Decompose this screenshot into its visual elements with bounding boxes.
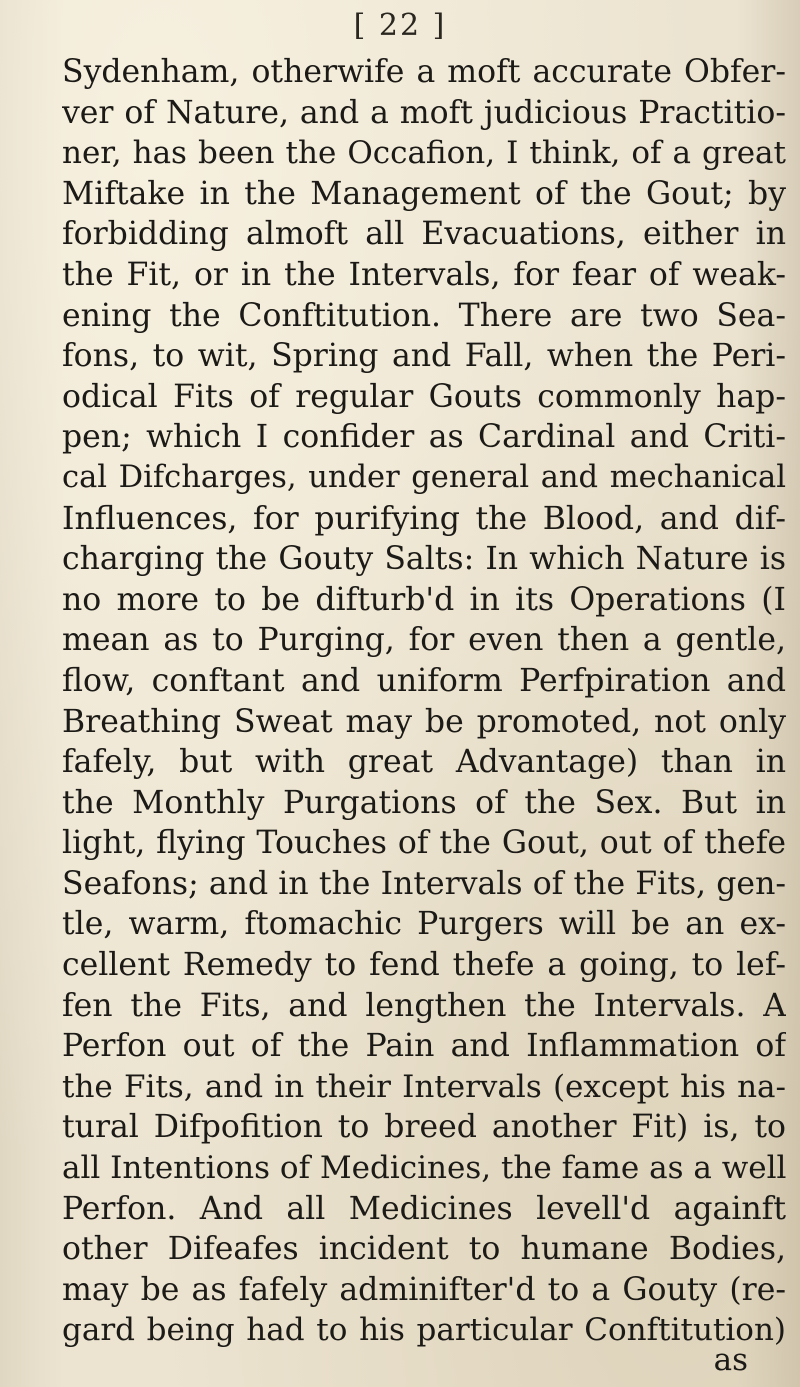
text-line: no more to be difturb'd in its Operations (I [62,581,786,618]
text-line: cal Difcharges, under general and mechanical [62,459,786,495]
text-line: other Difeafes incident to humane Bodies, [62,1231,786,1268]
body-text [62,52,786,1351]
text-line: fen the Fits, and lengthen the Intervals. A [62,987,786,1024]
text-line: light, flying Touches of the Gout, out of thefe [62,825,786,862]
text-line: Breathing Sweat may be promoted, not only [62,703,786,740]
text-line: ner, has been the Occafion, I think, of a great [62,135,786,172]
page-number: [ 22 ] [353,8,447,43]
text-line: pen; which I confider as Cardinal and Criti- [62,419,786,456]
text-line: ening the Conftitution. There are two Sea- [62,297,786,334]
text-line: Miftake in the Management of the Gout; by [62,175,786,212]
text-line: all Intentions of Medicines, the fame as a well [62,1150,786,1187]
catchword: as [713,1342,748,1378]
text-line: cellent Remedy to fend thefe a going, to lef- [62,947,786,984]
text-line: Influences, for purifying the Blood, and dif- [62,500,786,537]
text-line: Perfon out of the Pain and Inflammation of [62,1028,786,1065]
text-line: ver of Nature, and a moft judicious Practitio- [62,94,786,131]
text-line: gard being had to his particular Conftitution) [62,1312,786,1349]
text-line: the Monthly Purgations of the Sex. But in [62,784,786,821]
text-line: Perfon. And all Medicines levell'd againft [62,1190,786,1227]
text-line: may be as fafely adminifter'd to a Gouty (re- [62,1271,786,1308]
text-line: the Fit, or in the Intervals, for fear of weak- [62,256,786,293]
text-line: Sydenham, otherwife a moft accurate Obfer- [62,54,786,90]
text-line: Seafons; and in the Intervals of the Fits, gen- [62,865,786,902]
text-line: forbidding almoft all Evacuations, either in [62,216,786,253]
text-line: charging the Gouty Salts: In which Nature is [62,541,786,578]
text-line: mean as to Purging, for even then a gentle, [62,622,786,659]
text-line: the Fits, and in their Intervals (except his na- [62,1068,786,1105]
text-line: fafely, but with great Advantage) than in [62,744,786,781]
text-line: tle, warm, ftomachic Purgers will be an ex- [62,906,786,943]
text-line: tural Difpofition to breed another Fit) is, to [62,1109,786,1146]
text-line: odical Fits of regular Gouts commonly hap- [62,378,786,415]
text-line: fons, to wit, Spring and Fall, when the Peri- [62,338,786,375]
text-line: flow, conftant and uniform Perfpiration and [62,662,786,699]
